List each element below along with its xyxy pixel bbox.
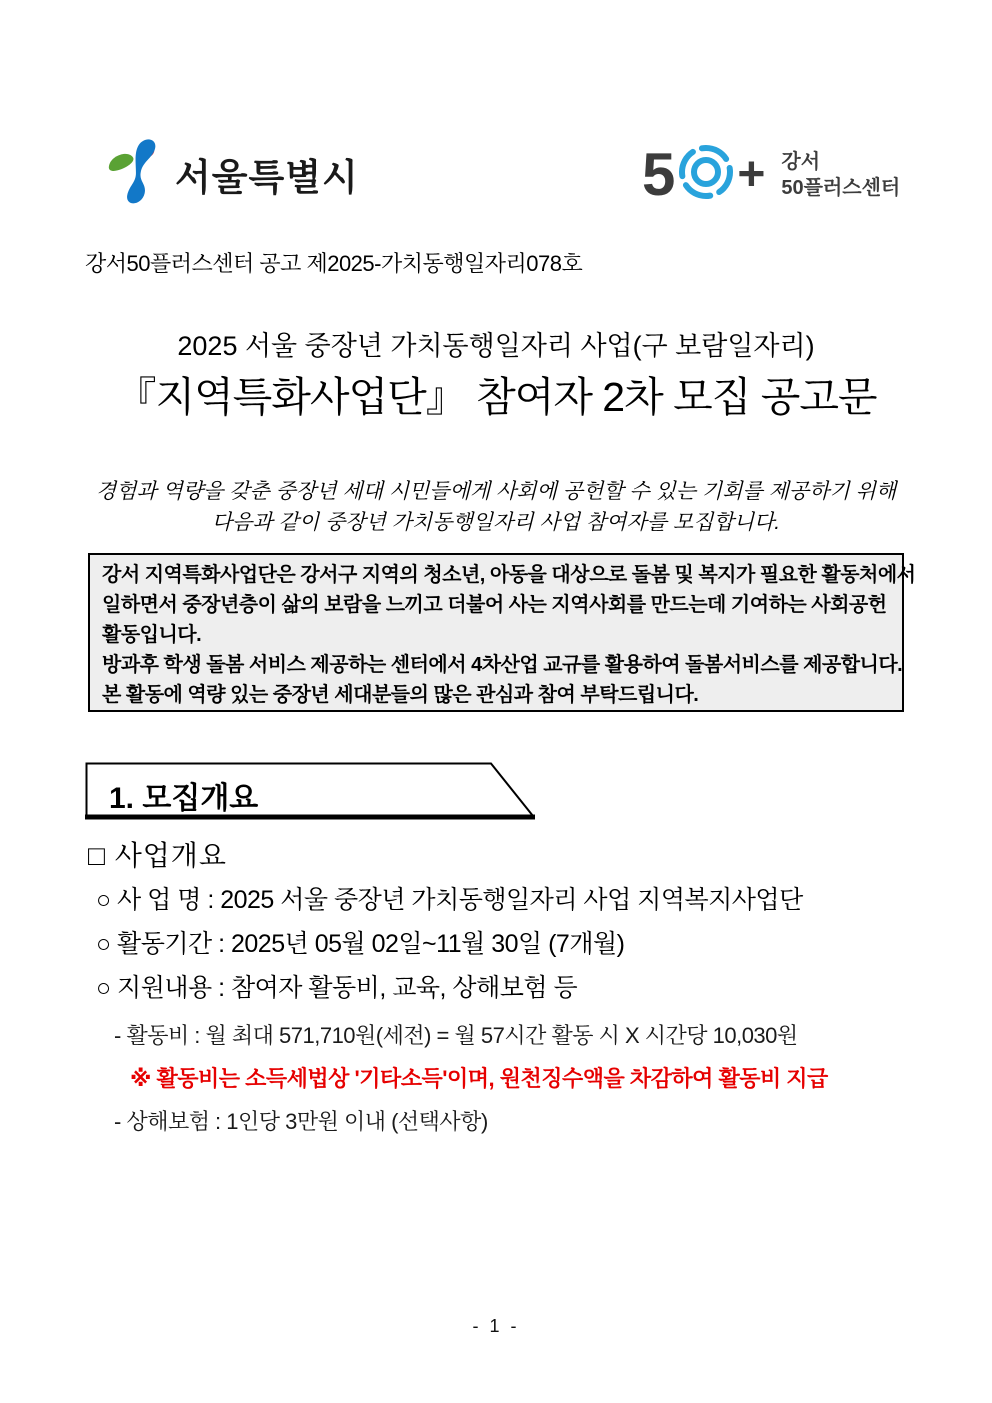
overview-item-activity-period: ○ 활동기간 : 2025년 05월 02일~11월 30일 (7개월) bbox=[96, 930, 625, 958]
summary-line: 방과후 학생 돌봄 서비스 제공하는 센터에서 4차산업 교규를 활용하여 돌봄서비스를 제공합니다. bbox=[102, 654, 903, 676]
center-name-line2: 50플러스센터 bbox=[781, 176, 901, 199]
overview-item-list bbox=[96, 878, 803, 1010]
section1-heading: 1. 모집개요 bbox=[109, 782, 259, 815]
fifty-plus-plus: + bbox=[737, 147, 766, 201]
overview-item-support-content: ○ 지원내용 : 참여자 활동비, 교육, 상해보험 등 bbox=[96, 974, 578, 1002]
summary-line: 강서 지역특화사업단은 강서구 지역의 청소년, 아동을 대상으로 돌봄 및 복지가 필요한 활동처에서 bbox=[102, 564, 916, 586]
overview-item-business-name: ○ 사 업 명 : 2025 서울 중장년 가치동행일자리 사업 지역복지사업단 bbox=[96, 886, 803, 914]
summary-line: 활동입니다. bbox=[102, 624, 202, 646]
intro-line2: 다음과 같이 중장년 가치동행일자리 사업 참여자를 모집합니다. bbox=[211, 511, 781, 534]
announcement-number: 강서50플러스센터 공고 제2025-가치동행일자리078호 bbox=[85, 251, 583, 276]
program-summary-box bbox=[88, 553, 916, 712]
detail-tax-note: ※ 활동비는 소득세법상 '기타소득'이며, 원천징수액을 차감하여 활동비 지급 bbox=[130, 1066, 828, 1091]
page-number: - 1 - bbox=[472, 1316, 520, 1336]
summary-line: 일하면서 중장년층이 삶의 보람을 느끼고 더불어 사는 지역사회를 만드는데 기여하는 사회공헌 bbox=[102, 594, 887, 616]
section1-banner bbox=[85, 762, 537, 822]
detail-activity-fee: - 활동비 : 월 최대 571,710원(세전) = 월 57시간 활동 시 X 시간당 10,030원 bbox=[114, 1023, 798, 1048]
intro-line1: 경험과 역량을 갖춘 중장년 세대 시민들에게 사회에 공헌할 수 있는 기회를 제공하기 위해 bbox=[95, 480, 897, 503]
intro-paragraph bbox=[0, 476, 992, 538]
summary-line: 본 활동에 역량 있는 중장년 세대분들의 많은 관심과 참여 부탁드립니다. bbox=[102, 684, 699, 706]
business-overview-heading: □ 사업개요 bbox=[88, 840, 227, 871]
seoul-emblem-icon bbox=[103, 136, 165, 211]
fifty-plus-center-name bbox=[781, 149, 900, 201]
detail-accident-insurance: - 상해보험 : 1인당 3만원 이내 (선택사항) bbox=[114, 1109, 488, 1134]
seoul-city-logo bbox=[103, 136, 359, 211]
fifty-plus-circle-icon bbox=[676, 142, 736, 207]
fifty-plus-center-logo bbox=[642, 142, 900, 207]
center-name-line1: 강서 bbox=[781, 150, 821, 173]
program-subtitle: 2025 서울 중장년 가치동행일자리 사업(구 보람일자리) bbox=[177, 331, 815, 361]
page-title: 『지역특화사업단』 참여자 2차 모집 공고문 bbox=[115, 374, 877, 420]
seoul-wordmark: 서울특별시 bbox=[175, 156, 359, 198]
fifty-plus-five: 5 bbox=[642, 140, 676, 208]
support-detail-list bbox=[114, 1014, 828, 1143]
